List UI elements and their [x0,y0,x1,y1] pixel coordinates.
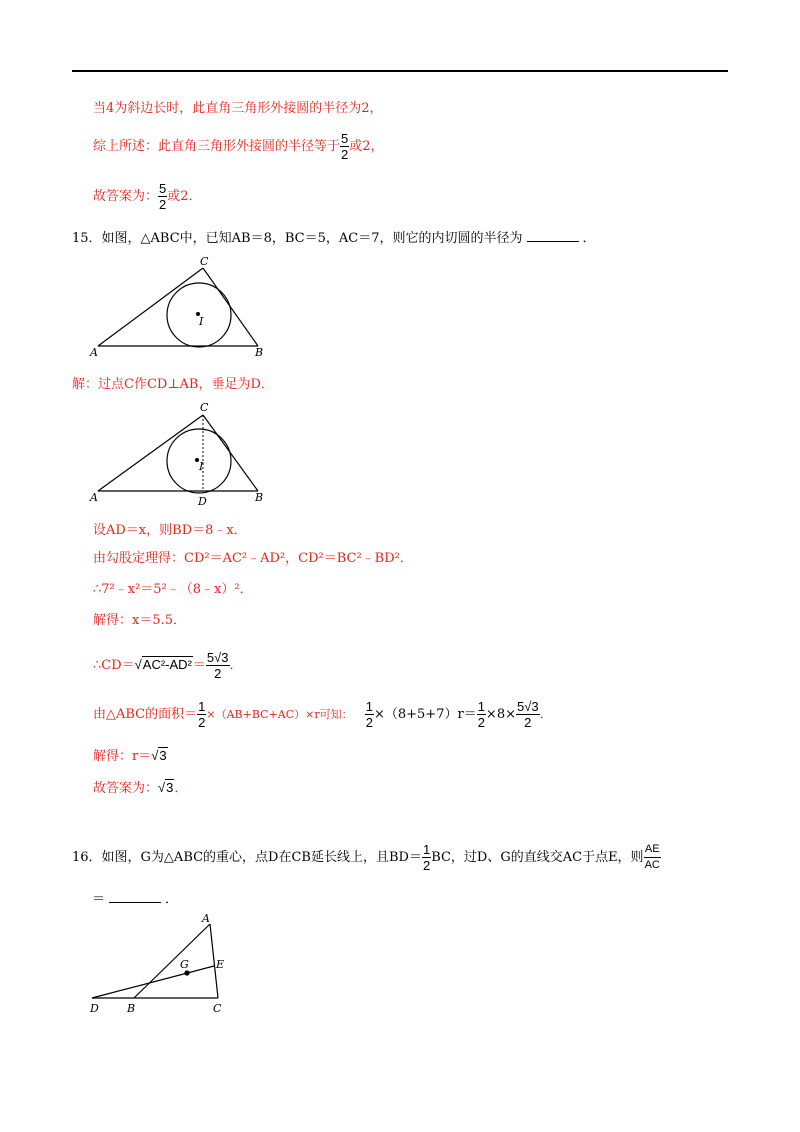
frac-num: 5 [341,131,349,146]
frac-num: 5√3 [206,650,229,665]
sol15-step-7-mid: ×（AB+BC+AC）×r可知： [206,708,353,721]
q15-stem-text: 15．如图，△ABC中，已知AB＝8，BC＝5，AC＝7，则它的内切圆的半径为 [72,231,523,246]
frac-num: 1 [477,699,485,714]
q15-stem-end: ． [582,231,596,246]
line-de [92,966,214,998]
frac-den: AC [644,859,660,871]
prev-line-2-end: 或2， [349,139,384,154]
prev-line-3-text: 故答案为： [93,189,159,204]
sol15-step-8-text: 解得：r＝ [93,749,152,764]
q16-figure [86,912,236,1016]
sqrt-radicand: AC²-AD² [142,657,192,672]
label-e: E [216,958,225,971]
prev-line-1: 当4为斜边长时，此直角三角形外接圆的半径为2， [93,101,383,116]
header-rule [72,70,728,72]
prev-line-3 [93,178,202,216]
label-d: D [90,1002,99,1015]
label-a: A [90,346,98,359]
sol15-step-3: 由勾股定理得：CD²＝AC²﹣AD²，CD²＝BC²﹣BD²． [93,551,413,566]
label-b: B [255,346,264,359]
frac-num: 1 [422,842,431,857]
label-b: B [127,1002,136,1015]
sol15-step-1: 解：过点C作CD⊥AB，垂足为D． [72,377,274,392]
q16-stem [72,836,661,880]
area-equation-left: ×（8+5+7）r＝ [373,707,477,722]
fraction-5sqrt3-over-2 [206,650,230,681]
sol15-step-6-end: ． [229,658,243,673]
frac-den: 2 [198,715,206,730]
frac-den: 2 [365,715,373,730]
prev-line-2 [93,128,384,166]
q15-stem [72,229,596,248]
q16-stem-mid: BC，过D、G的直线交AC于点E，则 [431,850,644,865]
sol15-step-5: 解得：x＝5.5． [93,613,187,628]
frac-den: 2 [341,147,349,162]
label-b: B [255,491,264,504]
frac-den: 2 [422,858,431,873]
sol15-step-6 [93,644,243,686]
side-ac [98,415,203,491]
frac-num: 1 [198,699,206,714]
frac-den: 2 [477,715,485,730]
sol15-step-6-text: ∴CD＝ [93,658,135,673]
frac-num: AE [644,843,660,855]
sqrt-radicand: 3 [166,780,174,795]
side-ac [98,268,203,346]
label-a: A [202,912,210,925]
sol15-step-2: 设AD＝x，则BD＝8﹣x． [93,523,247,538]
sol15-step-4: ∴7²﹣x²＝5²﹣（8﹣x）²． [93,582,253,597]
label-a: A [90,491,98,504]
fraction-5sqrt3-over-2 [516,699,540,730]
fraction-1-over-2 [365,699,374,730]
frac-den: 2 [206,665,230,681]
fraction-ae-over-ac [644,842,661,873]
sqrt-radicand: 3 [159,748,167,763]
sol15-step-7-end: ． [539,707,553,722]
q16-stem-line-2 [92,890,178,909]
q15-figure [88,254,273,360]
fraction-1-over-2 [477,699,486,730]
label-c: C [200,401,209,414]
centroid-point [184,970,189,975]
sqrt-3: √3 [151,748,167,763]
label-c: C [213,1002,222,1015]
frac-num: 5√3 [516,699,539,714]
equals-sign: ＝ [192,658,206,673]
frac-num: 5 [159,181,167,196]
sqrt-3: √3 [158,780,174,795]
side-ab [134,924,210,998]
sol15-step-9-text: 故答案为： [93,781,159,796]
sol15-step-7 [93,694,553,736]
prev-line-3-end: 或2． [167,189,202,204]
label-i: I [199,460,204,473]
area-equation [365,699,540,730]
fraction-1-over-2 [197,699,206,730]
label-d: D [198,495,207,508]
q16-stem-text: 16．如图，G为△ABC的重心，点D在CB延长线上，且BD＝ [72,850,422,865]
frac-den: 2 [159,197,167,212]
sol15-step-8 [93,745,168,767]
frac-num: 1 [365,699,373,714]
label-g: G [180,958,189,971]
area-equation-right: ×8× [485,707,516,722]
sol15-step-7-text: 由△ABC的面积＝ [93,707,198,722]
fraction-1-over-2 [422,842,431,873]
q15-solution-figure [88,398,273,510]
answer-blank [527,229,579,242]
sol15-step-9-end: ． [174,781,188,796]
answer-blank [109,890,161,903]
sqrt-expression: √AC²-AD² [134,657,192,672]
frac-den: 2 [516,714,540,730]
prev-line-2-text: 综上所述：此直角三角形外接圆的半径等于 [93,139,341,154]
label-i: I [199,315,204,328]
equals-sign: ＝ [92,892,106,907]
fraction-5-over-2 [158,181,167,212]
q16-stem-end: ． [165,892,179,907]
sol15-step-9 [93,777,187,799]
fraction-5-over-2 [340,131,349,162]
label-c: C [200,255,209,268]
